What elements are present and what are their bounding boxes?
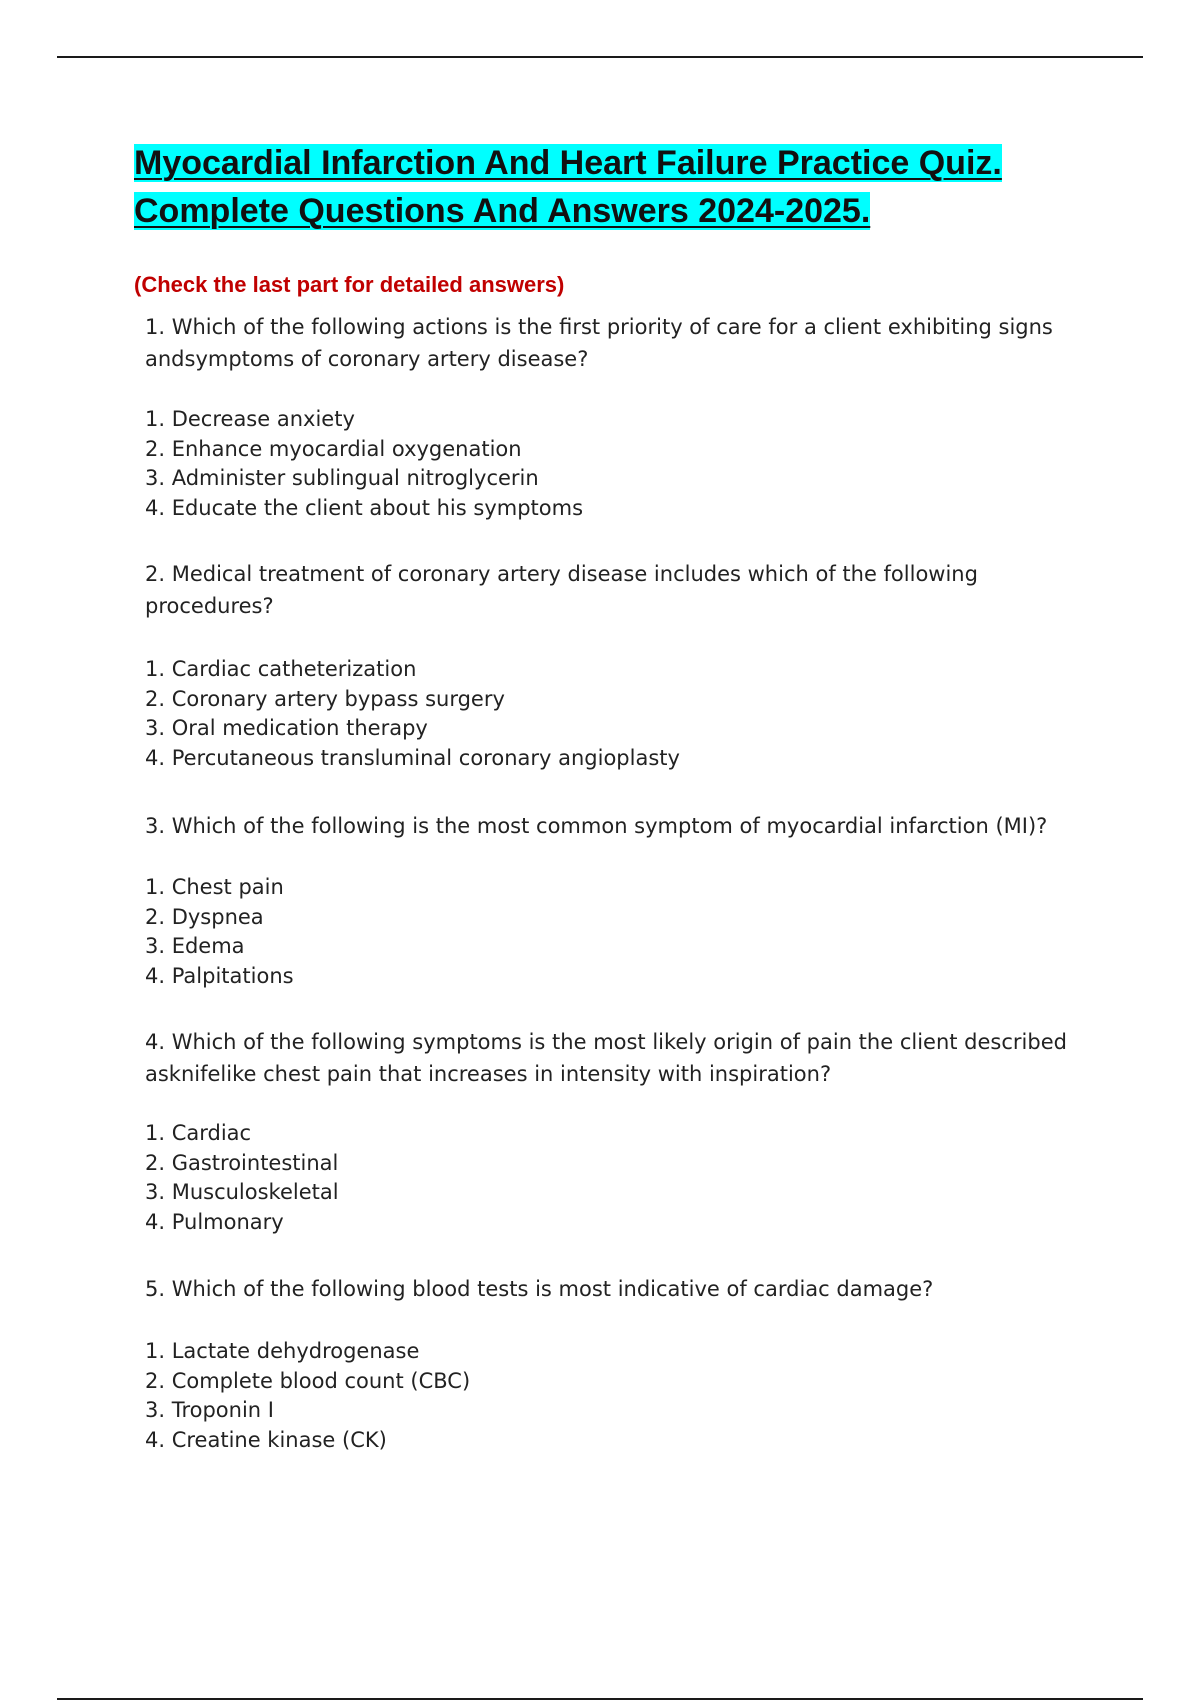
question-5-option-1: 1. Lactate dehydrogenase	[145, 1339, 420, 1363]
question-1-option-1: 1. Decrease anxiety	[145, 407, 355, 431]
question-3-options	[145, 873, 294, 991]
document-title	[134, 139, 1074, 235]
question-3-option-4: 4. Palpitations	[145, 963, 294, 988]
question-4-text: 4. Which of the following symptoms is the most likely origin of pain the client described asknifelike chest pain that increases in intensity with inspiration?	[145, 1030, 1067, 1086]
question-1-options	[145, 405, 583, 523]
question-4-option-3: 3. Musculoskeletal	[145, 1180, 339, 1204]
question-1-option-3: 3. Administer sublingual nitroglycerin	[145, 466, 539, 490]
question-5-text: 5. Which of the following blood tests is most indicative of cardiac damage?	[145, 1277, 934, 1301]
question-2-option-4: 4. Percutaneous transluminal coronary angioplasty	[145, 745, 680, 770]
question-4-option-1: 1. Cardiac	[145, 1121, 252, 1145]
question-4-option-2: 2. Gastrointestinal	[145, 1150, 339, 1175]
question-2-option-2: 2. Coronary artery bypass surgery	[145, 686, 505, 711]
question-2-option-1: 1. Cardiac catheterization	[145, 657, 417, 681]
question-2-option-3: 3. Oral medication therapy	[145, 716, 428, 740]
question-3-option-1: 1. Chest pain	[145, 875, 284, 899]
header-rule	[57, 56, 1143, 58]
title-line-1: Myocardial Infarction And Heart Failure Practice Quiz.	[134, 144, 1002, 182]
question-2-options	[145, 655, 680, 773]
question-3-option-2: 2. Dyspnea	[145, 904, 264, 929]
question-4-option-4: 4. Pulmonary	[145, 1209, 284, 1234]
question-5-options	[145, 1337, 470, 1455]
question-5-option-4: 4. Creatine kinase (CK)	[145, 1427, 387, 1452]
question-3-option-3: 3. Edema	[145, 934, 245, 958]
question-5-option-3: 3. Troponin I	[145, 1398, 274, 1422]
answers-note: (Check the last part for detailed answers)	[134, 272, 565, 297]
question-4-options	[145, 1119, 339, 1237]
question-1-option-4: 4. Educate the client about his symptoms	[145, 495, 584, 520]
question-5-option-2: 2. Complete blood count (CBC)	[145, 1368, 471, 1393]
question-2-text: 2. Medical treatment of coronary artery disease includes which of the following procedures?	[145, 562, 978, 618]
question-3-text: 3. Which of the following is the most common symptom of myocardial infarction (MI)?	[145, 814, 1048, 838]
title-line-2: Complete Questions And Answers 2024-2025.	[134, 192, 871, 230]
question-1-text: 1. Which of the following actions is the first priority of care for a client exhibiting signs andsymptoms of coronary artery disease?	[145, 315, 1053, 371]
question-1-option-2: 2. Enhance myocardial oxygenation	[145, 436, 522, 461]
